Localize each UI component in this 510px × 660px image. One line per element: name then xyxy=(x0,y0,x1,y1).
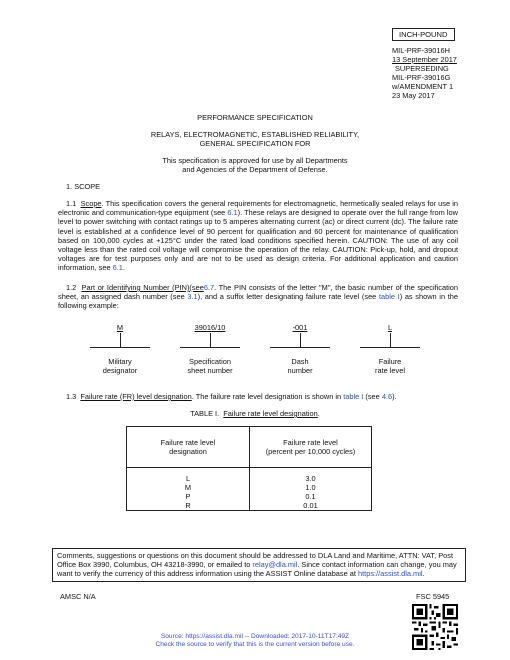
approval-line2: and Agencies of the Department of Defense. xyxy=(182,165,328,174)
para-number: 1.2 xyxy=(66,283,77,292)
pin-code-spec xyxy=(170,323,250,332)
pin-underline xyxy=(90,347,150,348)
table-row xyxy=(127,492,372,501)
header-text: designation xyxy=(169,447,207,456)
assist-link[interactable]: https://assist.dla.mil xyxy=(358,569,423,579)
para-number: 1.1 xyxy=(66,199,77,208)
amendment-date: 23 May 2017 xyxy=(392,91,435,100)
pin-connector xyxy=(120,333,121,347)
pin-label-text: sheet number xyxy=(187,366,233,376)
table-caption-prefix: TABLE I. xyxy=(190,409,220,418)
pin-label-spec-sheet xyxy=(170,357,250,375)
para-text: . xyxy=(122,263,125,273)
pin-code-text: -001 xyxy=(292,323,308,332)
pin-label-text: Specification xyxy=(189,357,231,366)
para-title: Failure rate (FR) level designation xyxy=(80,392,192,401)
pin-label-text: Military xyxy=(108,357,132,366)
table-caption xyxy=(0,409,510,418)
fsc-label: FSC 5945 xyxy=(416,592,450,601)
email-link[interactable]: relay@dla.mil xyxy=(252,560,298,570)
comments-text: . xyxy=(422,569,425,579)
pin-label-failure-rate xyxy=(350,357,430,375)
comments-box xyxy=(52,548,466,582)
pin-label-dash-number xyxy=(260,357,340,375)
table-cell: R xyxy=(127,501,250,511)
ref-link[interactable]: table I xyxy=(378,292,400,302)
table-cell: 0.01 xyxy=(250,501,372,511)
para-text: ). xyxy=(392,392,397,401)
pin-underline xyxy=(360,347,420,348)
spec-title-line2: GENERAL SPECIFICATION FOR xyxy=(199,139,311,148)
spec-type-title: PERFORMANCE SPECIFICATION xyxy=(197,113,313,122)
para-text: . The PIN consists of the letter "M", the basic number of the specification sheet, an assigned dash number (see xyxy=(58,283,459,302)
pin-connector xyxy=(210,333,211,347)
table-cell: P xyxy=(127,492,250,501)
superseding-label: SUPERSEDING xyxy=(395,64,449,73)
previous-doc-id: MIL-PRF-39016G xyxy=(392,73,451,82)
table-header-row xyxy=(127,427,372,468)
para-text: . This specification covers the general requirements for electromagnetic, hermetically sealed relays for use in electronic and communication-type equipment (see xyxy=(58,199,458,218)
approval-line1: This specification is approved for use by all Departments xyxy=(162,156,348,165)
header-text: (percent per 10,000 cycles) xyxy=(265,447,356,456)
pin-label-text: number xyxy=(287,366,313,376)
table-caption-suffix: . xyxy=(317,409,320,418)
pin-label-text: Failure xyxy=(378,357,402,366)
table-cell: M xyxy=(127,483,250,492)
ref-link[interactable]: 6.1 xyxy=(227,208,238,218)
pin-code-text: 39016/10 xyxy=(194,323,226,332)
table-header-cell xyxy=(250,427,372,468)
pin-label-text: designator xyxy=(102,366,138,376)
ref-link[interactable]: 6.1 xyxy=(112,263,123,273)
pin-label-text: rate level xyxy=(375,366,405,376)
doc-id: MIL-PRF-39016H xyxy=(392,46,450,55)
document-header xyxy=(392,46,457,100)
para-text: ). These relays are designed to operate over the full range from low level to power switching with contact ratings up to 5 amperes alternating current (ac) or direct current (dc). The failure rate level is established at a confidence level of 90 percent for qualification and 60 percent for maintenance of qualification based on 100,000 cycles at +125°C under the rated load conditions specified herein. CAUTION: The use of any coil voltage less than the rated coil voltage will compromise the operation of the relay. CAUTION: Pick-up, hold, and dropout voltages are for test purposes only and are not to be used as design criteria. For additional application and caution information, see xyxy=(58,208,458,273)
paragraph-1-2 xyxy=(58,283,458,311)
ref-link[interactable]: 6.7 xyxy=(203,283,215,292)
pin-label-text: Dash xyxy=(291,357,309,366)
pin-code-text: L xyxy=(387,323,393,332)
section-heading-scope: 1. SCOPE xyxy=(66,182,101,191)
pin-underline xyxy=(270,347,330,348)
comments-text: Comments, suggestions or questions on this document should be addressed to DLA Land and Maritime, ATTN: VAT, Post Office Box 3990, Columbus, OH 43218-3990, or emailed to xyxy=(57,551,454,570)
pin-code-text: M xyxy=(116,323,124,332)
table-row xyxy=(127,468,372,484)
ref-link[interactable]: 4.6 xyxy=(381,392,393,401)
pin-connector xyxy=(300,333,301,347)
para-text: . The failure rate level designation is shown in xyxy=(191,392,344,401)
ref-link[interactable]: 3.1 xyxy=(187,292,198,302)
source-line2: Check the source to verify that this is the current version before use. xyxy=(155,641,355,648)
pin-label-military xyxy=(80,357,160,375)
para-text: ) as shown in the following example: xyxy=(58,292,458,311)
table-header-cell xyxy=(127,427,250,468)
spec-title-line1: RELAYS, ELECTROMAGNETIC, ESTABLISHED RELIABILITY, xyxy=(150,130,360,139)
ref-link[interactable]: table I xyxy=(343,392,364,401)
header-text: Failure rate level xyxy=(160,438,216,447)
para-title: Scope xyxy=(80,199,102,208)
para-text: (see xyxy=(363,392,382,401)
source-line1: Source: https://assist.dla.mil -- Downloaded: 2017-10-11T17:49Z xyxy=(160,633,350,640)
table-row xyxy=(127,483,372,492)
table-cell: 1.0 xyxy=(250,483,372,492)
header-text: Failure rate level xyxy=(283,438,338,447)
table-cell: 0.1 xyxy=(250,492,372,501)
doc-date: 13 September 2017 xyxy=(392,55,457,64)
pin-underline xyxy=(180,347,240,348)
amendment-label: w/AMENDMENT 1 xyxy=(392,82,454,91)
para-title: Part or Identifying Number (PIN)(see xyxy=(81,283,204,292)
amsc-label: AMSC N/A xyxy=(60,592,96,601)
paragraph-1-1 xyxy=(58,199,458,273)
table-cell: L xyxy=(127,468,250,484)
pin-code-m xyxy=(80,323,160,332)
table-row xyxy=(127,501,372,511)
pin-code-fr xyxy=(350,323,430,332)
pin-code-dash xyxy=(260,323,340,332)
para-text: ), and a suffix letter designating failure rate level (see xyxy=(197,292,379,302)
paragraph-1-3 xyxy=(58,392,458,401)
failure-rate-table xyxy=(126,426,372,511)
para-number: 1.3 xyxy=(66,392,77,401)
table-cell: 3.0 xyxy=(250,468,372,484)
inch-pound-box: INCH-POUND xyxy=(392,28,455,41)
pin-connector xyxy=(390,333,391,347)
comments-text: . Since contact information can change, you may want to verify the currency of this address information using the ASSIST Online database at xyxy=(57,560,457,579)
table-caption-title: Failure rate level designation xyxy=(223,409,318,418)
